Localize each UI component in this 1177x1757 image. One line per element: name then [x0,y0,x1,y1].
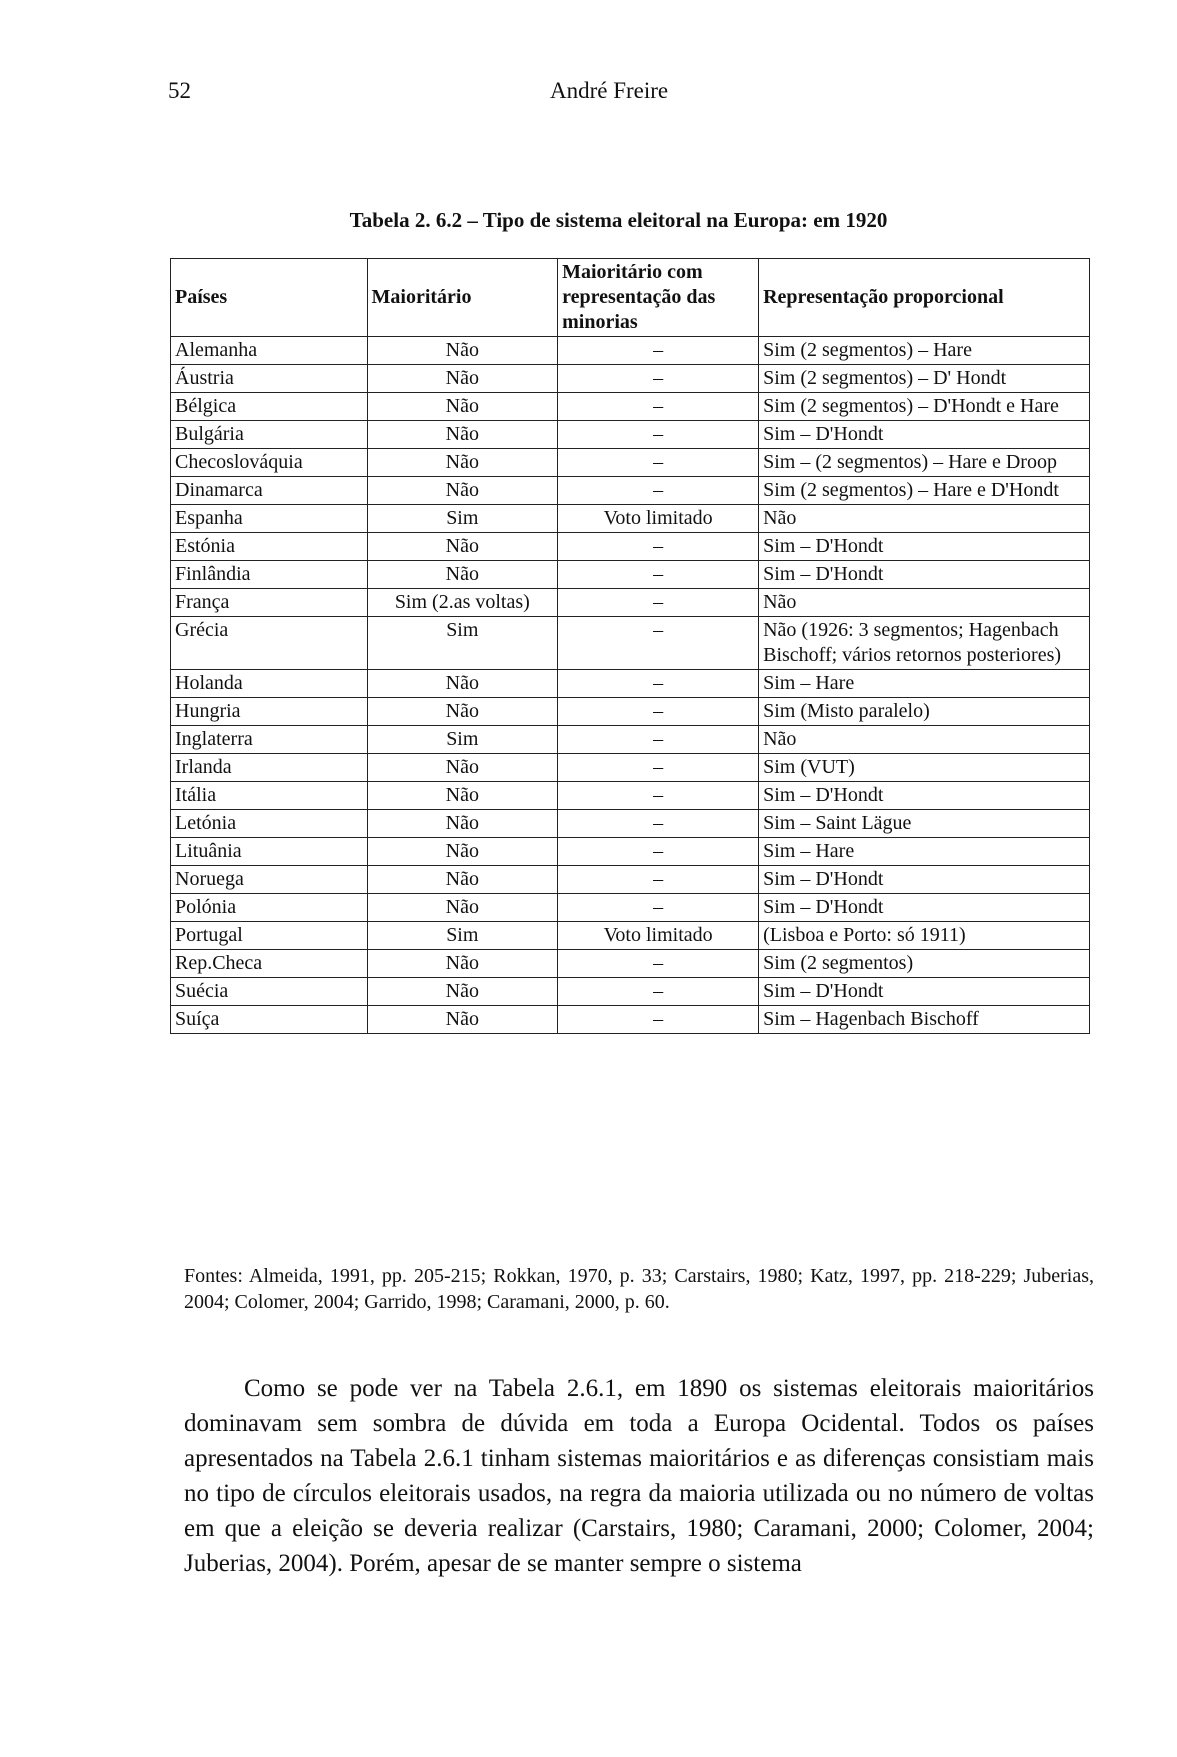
header-countries: Países [171,259,368,337]
cell-proportional: Sim (2 segmentos) – Hare e D'Hondt [759,477,1090,505]
table-row [171,589,1090,617]
cell-proportional: Sim (Misto paralelo) [759,698,1090,726]
cell-majoritarian: Não [367,866,558,894]
electoral-systems-table [170,258,1090,1034]
cell-majoritarian: Não [367,838,558,866]
cell-proportional: Sim – D'Hondt [759,782,1090,810]
cell-country: Checoslováquia [171,449,368,477]
cell-country: Letónia [171,810,368,838]
table-row [171,726,1090,754]
cell-country: Hungria [171,698,368,726]
cell-majoritarian: Não [367,337,558,365]
cell-proportional: Sim (2 segmentos) – Hare [759,337,1090,365]
cell-proportional: Não [759,505,1090,533]
cell-proportional: Sim – Hare [759,838,1090,866]
cell-proportional: Sim (VUT) [759,754,1090,782]
cell-minority: – [558,698,759,726]
cell-country: Estónia [171,533,368,561]
cell-country: Grécia [171,617,368,670]
cell-proportional: (Lisboa e Porto: só 1911) [759,922,1090,950]
cell-country: Áustria [171,365,368,393]
cell-minority: – [558,782,759,810]
cell-minority: – [558,950,759,978]
table-row [171,365,1090,393]
table-row [171,698,1090,726]
table-row [171,782,1090,810]
cell-majoritarian: Não [367,978,558,1006]
cell-majoritarian: Não [367,533,558,561]
cell-proportional: Não [759,726,1090,754]
table-row [171,449,1090,477]
cell-proportional: Sim – (2 segmentos) – Hare e Droop [759,449,1090,477]
cell-country: Irlanda [171,754,368,782]
table-header-row [171,259,1090,337]
cell-country: Bélgica [171,393,368,421]
cell-minority: – [558,894,759,922]
table-row [171,533,1090,561]
cell-proportional: Sim – Hagenbach Bischoff [759,1006,1090,1034]
page-header [168,78,669,104]
cell-minority: – [558,617,759,670]
table-row [171,337,1090,365]
cell-country: Portugal [171,922,368,950]
table-row [171,393,1090,421]
cell-minority: – [558,978,759,1006]
cell-proportional: Sim – D'Hondt [759,421,1090,449]
cell-majoritarian: Não [367,421,558,449]
cell-majoritarian: Não [367,1006,558,1034]
cell-minority: – [558,477,759,505]
table-row [171,978,1090,1006]
table-sources: Fontes: Almeida, 1991, pp. 205-215; Rokkan, 1970, p. 33; Carstairs, 1980; Katz, 1997, pp. 218-229; Juberias, 2004; Colomer, 2004; Garrido, 1998; Caramani, 2000, p. 60. [184,1265,1094,1313]
cell-country: Itália [171,782,368,810]
cell-proportional: Sim – D'Hondt [759,866,1090,894]
table-body [171,337,1090,1034]
cell-minority: – [558,866,759,894]
header-majoritarian: Maioritário [367,259,558,337]
cell-majoritarian: Não [367,782,558,810]
cell-minority: – [558,421,759,449]
cell-minority: – [558,754,759,782]
cell-majoritarian: Não [367,449,558,477]
table-row [171,866,1090,894]
cell-minority: Voto limitado [558,505,759,533]
cell-minority: – [558,670,759,698]
cell-country: Rep.Checa [171,950,368,978]
cell-majoritarian: Sim [367,617,558,670]
table-row [171,754,1090,782]
cell-majoritarian: Não [367,365,558,393]
running-head-author: André Freire [550,78,669,103]
cell-majoritarian: Não [367,950,558,978]
table-row [171,477,1090,505]
cell-majoritarian: Não [367,698,558,726]
cell-country: Finlândia [171,561,368,589]
cell-majoritarian: Não [367,477,558,505]
cell-minority: – [558,589,759,617]
cell-proportional: Não [759,589,1090,617]
cell-country: Inglaterra [171,726,368,754]
cell-country: Noruega [171,866,368,894]
cell-minority: – [558,838,759,866]
table-row [171,950,1090,978]
cell-country: Lituânia [171,838,368,866]
cell-majoritarian: Sim [367,726,558,754]
table-row [171,670,1090,698]
cell-proportional: Não (1926: 3 segmentos; Hagenbach Bischoff; vários retornos posteriores) [759,617,1090,670]
cell-country: Suécia [171,978,368,1006]
table-row [171,838,1090,866]
cell-minority: – [558,561,759,589]
cell-proportional: Sim – Saint Lägue [759,810,1090,838]
table-row [171,894,1090,922]
table-row [171,421,1090,449]
cell-country: Espanha [171,505,368,533]
table-row [171,505,1090,533]
cell-proportional: Sim (2 segmentos) – D' Hondt [759,365,1090,393]
page-number: 52 [168,78,191,103]
cell-minority: – [558,1006,759,1034]
cell-minority: – [558,393,759,421]
cell-majoritarian: Sim [367,505,558,533]
cell-proportional: Sim – D'Hondt [759,894,1090,922]
cell-proportional: Sim – D'Hondt [759,978,1090,1006]
cell-proportional: Sim – Hare [759,670,1090,698]
cell-country: Suíça [171,1006,368,1034]
header-proportional-representation: Representação proporcional [759,259,1090,337]
table-row [171,1006,1090,1034]
cell-minority: – [558,810,759,838]
table-row [171,922,1090,950]
cell-proportional: Sim – D'Hondt [759,561,1090,589]
table-row [171,561,1090,589]
cell-minority: Voto limitado [558,922,759,950]
cell-minority: – [558,533,759,561]
cell-majoritarian: Não [367,894,558,922]
cell-majoritarian: Não [367,810,558,838]
cell-country: França [171,589,368,617]
cell-country: Polónia [171,894,368,922]
cell-minority: – [558,449,759,477]
header-minority-representation: Maioritário com representação das minorias [558,259,759,337]
cell-minority: – [558,726,759,754]
cell-majoritarian: Não [367,393,558,421]
cell-proportional: Sim (2 segmentos) [759,950,1090,978]
cell-majoritarian: Não [367,670,558,698]
table-caption: Tabela 2. 6.2 – Tipo de sistema eleitoral na Europa: em 1920 [349,208,888,232]
cell-minority: – [558,365,759,393]
cell-country: Holanda [171,670,368,698]
cell-country: Alemanha [171,337,368,365]
cell-country: Dinamarca [171,477,368,505]
cell-majoritarian: Sim [367,922,558,950]
cell-proportional: Sim (2 segmentos) – D'Hondt e Hare [759,393,1090,421]
body-paragraph: Como se pode ver na Tabela 2.6.1, em 1890 os sistemas eleitorais maioritários dominavam sem sombra de dúvida em toda a Europa Ocidental. Todos os países apresentados na Tabela 2.6.1 tinham sistemas maioritários e as diferenças consistiam mais no tipo de círculos eleitorais usados, na regra da maioria utilizada ou no número de voltas em que a eleição se deveria realizar (Carstairs, 1980; Caramani, 2000; Colomer, 2004; Juberias, 2004). Porém, apesar de se manter sempre o sistema [184,1375,1094,1577]
table-row [171,810,1090,838]
cell-majoritarian: Não [367,754,558,782]
cell-minority: – [558,337,759,365]
cell-majoritarian: Não [367,561,558,589]
cell-country: Bulgária [171,421,368,449]
table-row [171,617,1090,670]
cell-majoritarian: Sim (2.as voltas) [367,589,558,617]
cell-proportional: Sim – D'Hondt [759,533,1090,561]
